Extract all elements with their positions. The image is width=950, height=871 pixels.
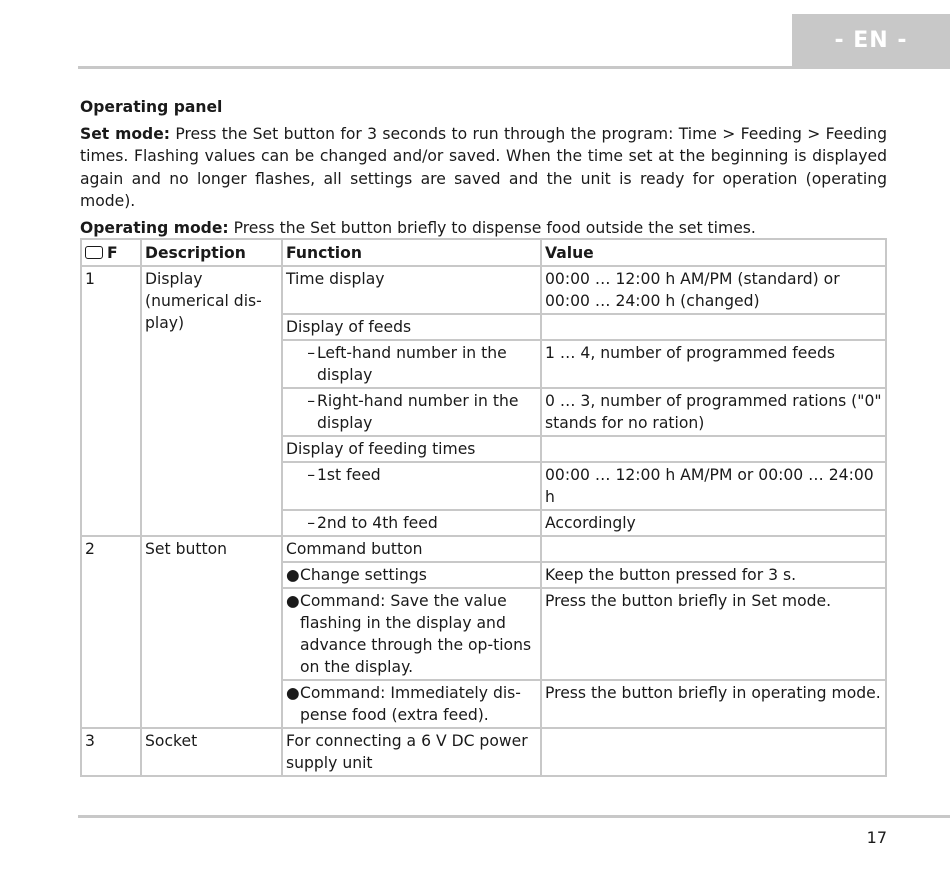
value-cell [541, 436, 886, 462]
row-description: Set button [141, 536, 282, 728]
function-cell: – Left-hand number in the display [282, 340, 541, 388]
value-cell [541, 314, 886, 340]
table-row [81, 266, 886, 314]
section-title: Operating panel [80, 98, 223, 116]
value-cell: 00:00 … 12:00 h AM/PM or 00:00 … 24:00 h [541, 462, 886, 510]
dash-marker: – [307, 344, 315, 362]
table-row [81, 536, 886, 562]
value-cell: Keep the button pressed for 3 s. [541, 562, 886, 588]
row-number: 3 [81, 728, 141, 776]
row-number: 1 [81, 266, 141, 536]
table-header-row [81, 239, 886, 266]
header-divider [78, 66, 950, 69]
value-cell: Press the button briefly in operating mode. [541, 680, 886, 728]
operating-mode-label: Operating mode: [80, 218, 229, 237]
function-cell: Command button [282, 536, 541, 562]
intro-section [80, 96, 887, 243]
operating-panel-table [80, 238, 887, 777]
function-cell: – Right-hand number in the display [282, 388, 541, 436]
operating-mode-text: Press the Set button briefly to dispense food outside the set times. [228, 218, 756, 237]
set-mode-label: Set mode: [80, 124, 171, 143]
row-description: Display (numerical dis-play) [141, 266, 282, 536]
language-tab: - EN - [792, 14, 950, 67]
function-cell: Display of feeds [282, 314, 541, 340]
row-description: Socket [141, 728, 282, 776]
function-cell: ● Change settings [282, 562, 541, 588]
function-cell: Time display [282, 266, 541, 314]
header-description: Description [141, 239, 282, 266]
function-cell: ● Command: Save the value flashing in the display and advance through the op-tions on the display. [282, 588, 541, 680]
header-value: Value [541, 239, 886, 266]
value-cell: Press the button briefly in Set mode. [541, 588, 886, 680]
page-number: 17 [866, 828, 887, 847]
bullet-marker: ● [286, 592, 300, 610]
value-cell [541, 728, 886, 776]
function-cell: Display of feeding times [282, 436, 541, 462]
bullet-marker: ● [286, 566, 300, 584]
bullet-marker: ● [286, 684, 300, 702]
value-cell: 0 … 3, number of programmed rations ("0" stands for no ration) [541, 388, 886, 436]
display-box-icon [85, 246, 103, 259]
set-mode-paragraph [80, 123, 887, 213]
table-row [81, 728, 886, 776]
function-cell: ● Command: Immediately dis-pense food (extra feed). [282, 680, 541, 728]
function-cell: For connecting a 6 V DC power supply unit [282, 728, 541, 776]
header-f: F [81, 239, 141, 266]
dash-marker: – [307, 392, 315, 410]
header-function: Function [282, 239, 541, 266]
operating-mode-paragraph [80, 217, 887, 240]
dash-marker: – [307, 514, 315, 532]
dash-marker: – [307, 466, 315, 484]
value-cell: Accordingly [541, 510, 886, 536]
value-cell: 1 … 4, number of programmed feeds [541, 340, 886, 388]
function-cell: – 2nd to 4th feed [282, 510, 541, 536]
footer-divider [78, 815, 950, 818]
function-cell: – 1st feed [282, 462, 541, 510]
value-cell: 00:00 … 12:00 h AM/PM (standard) or 00:00 … 24:00 h (changed) [541, 266, 886, 314]
row-number: 2 [81, 536, 141, 728]
value-cell [541, 536, 886, 562]
set-mode-text: Press the Set button for 3 seconds to run through the program: Time > Feeding > Feeding times. Flashing values can be changed and/or saved. When the time set at the beginning is displayed again and no longer flashes, all settings are saved and the unit is ready for operation (operating mode). [80, 124, 887, 210]
